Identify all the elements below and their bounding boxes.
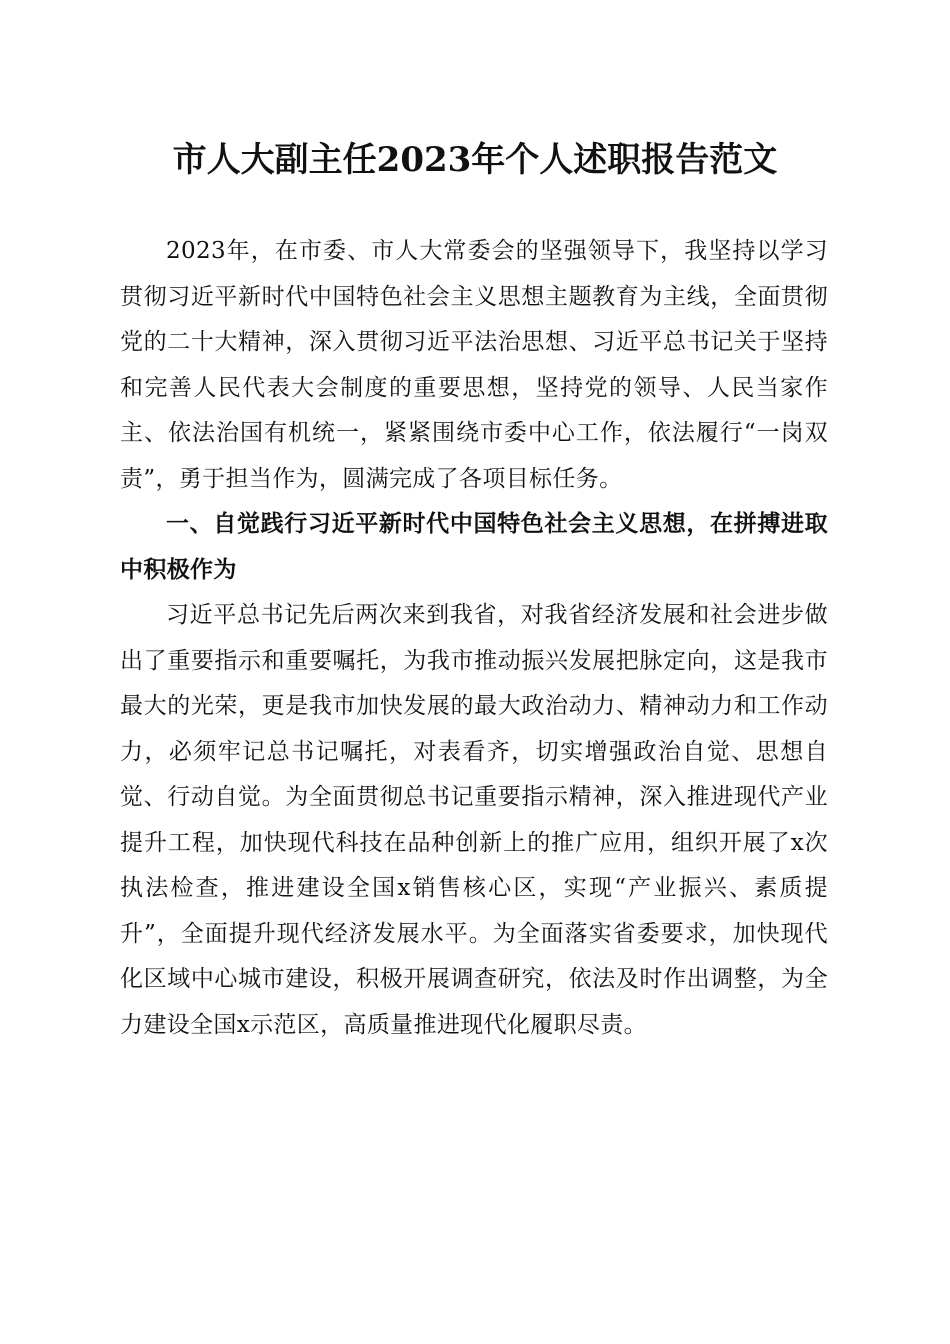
section-heading: 一、自觉践行习近平新时代中国特色社会主义思想，在拼搏进取中积极作为 [120,511,828,583]
intro-paragraph: 2023年，在市委、市人大常委会的坚强领导下，我坚持以学习贯彻习近平新时代中国特色社会主义思想主题教育为主线，全面贯彻党的二十大精神，深入贯彻习近平法治思想、习近平总书记关于坚持和完善人民代表大会制度的重要思想，坚持党的领导、人民当家作主、依法治国有机统一，紧紧围绕市委中心工作，依法履行“一岗双责”，勇于担当作为，圆满完成了各项目标任务。 [120,238,828,492]
document-body [120,229,828,1048]
document-title: 市人大副主任2023年个人述职报告范文 [172,140,778,180]
section-paragraph: 习近平总书记先后两次来到我省，对我省经济发展和社会进步做出了重要指示和重要嘱托，为我市推动振兴发展把脉定向，这是我市最大的光荣，更是我市加快发展的最大政治动力、精神动力和工作动力，必须牢记总书记嘱托，对表看齐，切实增强政治自觉、思想自觉、行动自觉。为全面贯彻总书记重要指示精神，深入推进现代产业提升工程，加快现代科技在品种创新上的推广应用，组织开展了x次执法检查，推进建设全国x销售核心区，实现“产业振兴、素质提升”，全面提升现代经济发展水平。为全面落实省委要求，加快现代化区域中心城市建设，积极开展调查研究，依法及时作出调整，为全力建设全国x示范区，高质量推进现代化履职尽责。 [120,602,828,1038]
